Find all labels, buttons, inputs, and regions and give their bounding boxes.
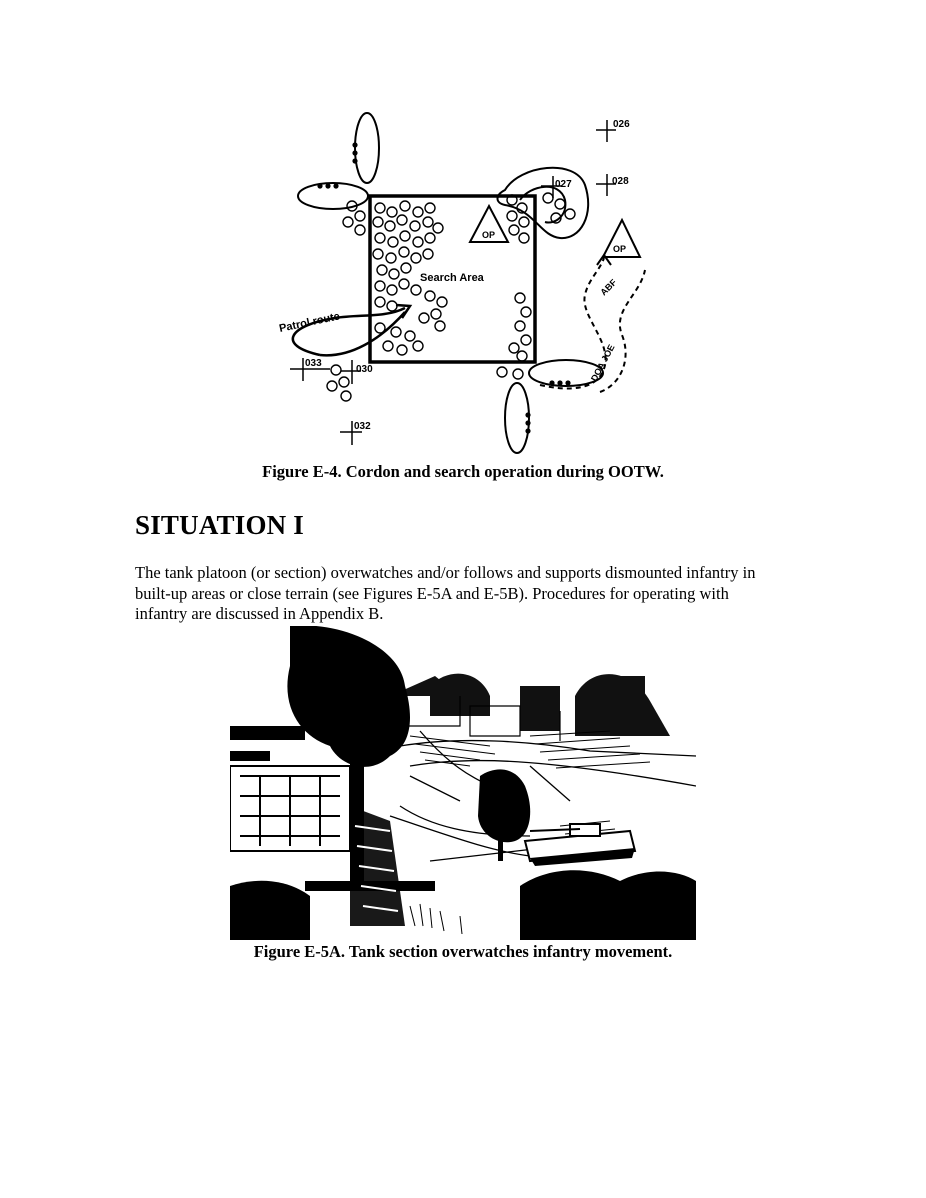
- patrol-route-arrow: [293, 308, 405, 355]
- figure-e4-caption: Figure E-4. Cordon and search operation during OOTW.: [262, 462, 664, 481]
- cordon-search-diagram: [270, 110, 670, 455]
- grid-label-028: 028: [612, 176, 629, 187]
- section-heading: SITUATION I: [135, 510, 304, 540]
- grid-label-026: 026: [613, 119, 630, 130]
- label-doa: DOA JOE: [588, 342, 617, 383]
- grid-label-033: 033: [305, 358, 322, 369]
- grid-label-030: 030: [356, 364, 373, 375]
- cordon-ellipse-south: [505, 383, 529, 453]
- grid-label-032: 032: [354, 421, 371, 432]
- label-op-west: OP: [482, 230, 496, 240]
- label-abf: ABF: [598, 277, 619, 298]
- figure-e5a-caption: Figure E-5A. Tank section overwatches infantry movement.: [253, 942, 673, 961]
- tank-overwatch-illustration: [230, 626, 696, 940]
- label-search-area: Search Area: [420, 272, 484, 284]
- body-paragraph: The tank platoon (or section) overwatches and/or follows and supports dismounted infantry in built-up areas or close terrain (see Figures E-5A and E-5B). Procedures for operating with infantry are discussed in Appendix B.: [135, 563, 756, 623]
- grid-label-027: 027: [555, 179, 572, 190]
- op-enclosure: [498, 168, 589, 238]
- cordon-ellipse-north: [355, 113, 379, 183]
- label-patrol-route: Patrol route: [278, 310, 342, 335]
- label-op-east: OP: [613, 244, 627, 254]
